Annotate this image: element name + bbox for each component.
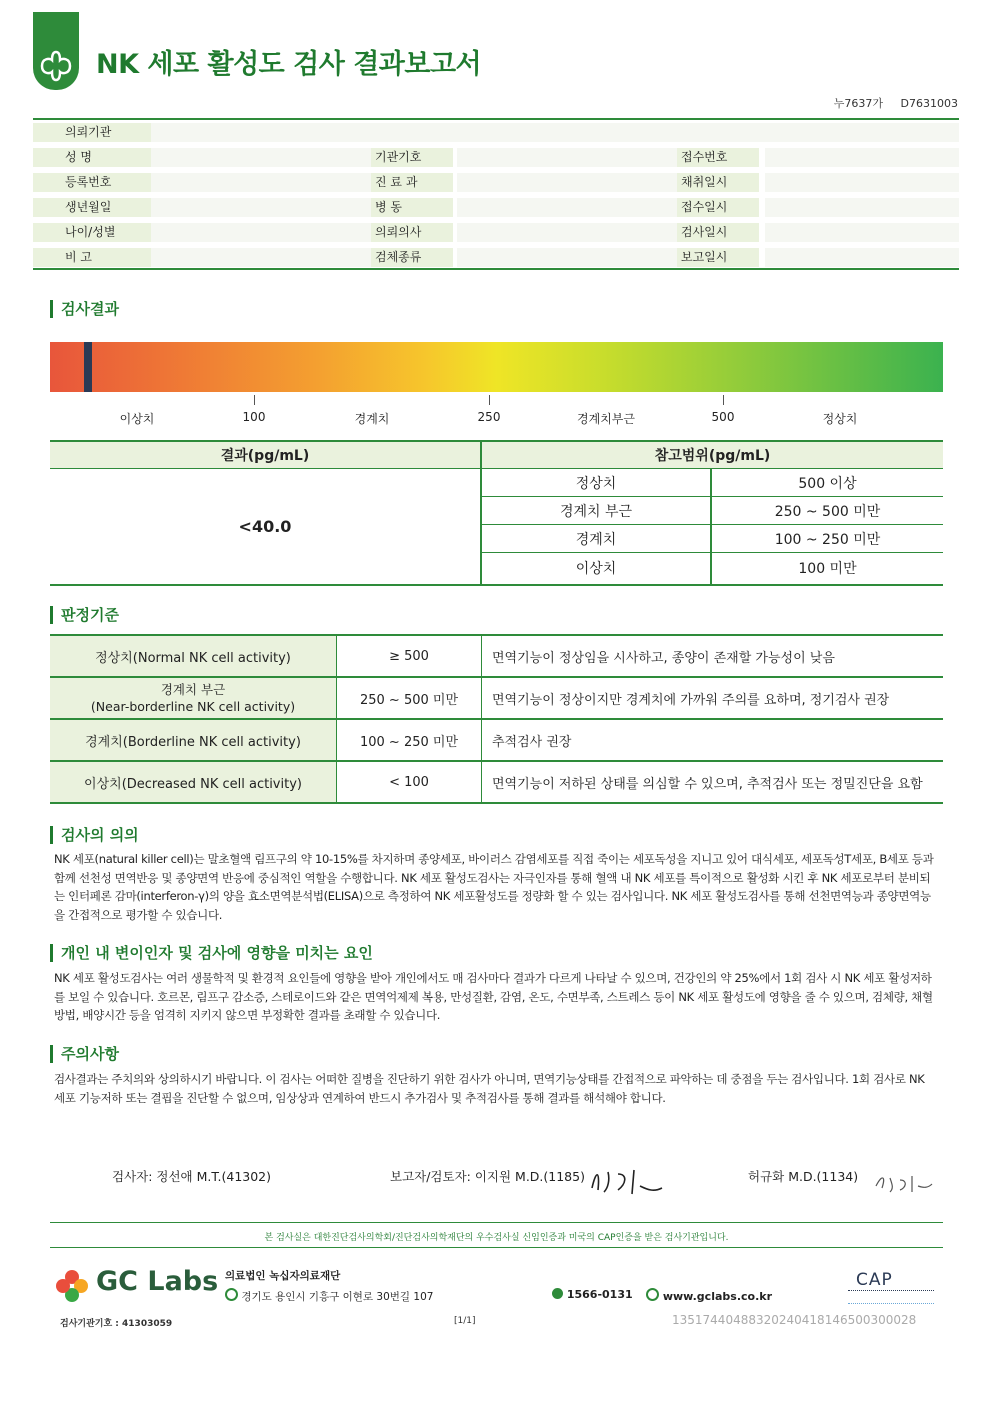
- footer-divider: [50, 1222, 943, 1223]
- barcode-number: 13517440488320240418146500300028: [672, 1313, 917, 1327]
- scale-label: 500: [711, 410, 735, 424]
- criteria-name: 이상치(Decreased NK cell activity): [50, 761, 337, 803]
- criteria-row: [50, 635, 943, 677]
- reference-header: 참고범위(pg/mL): [481, 441, 943, 469]
- label-reported: 보고일시: [677, 248, 759, 267]
- info-row-3: [33, 170, 959, 195]
- section-title-factors: 개인 내 변이인자 및 검사에 영향을 미치는 요인: [50, 944, 373, 962]
- footer-divider: [50, 1247, 943, 1248]
- brand-name: GC Labs: [96, 1266, 219, 1297]
- cap-accreditation-mark: [848, 1290, 934, 1304]
- institution-code: 검사기관기호 : 41303059: [60, 1319, 173, 1329]
- scale-label: 경계치부근: [577, 412, 635, 426]
- criteria-desc: 면역기능이 정상임을 시사하고, 종양이 존재할 가능성이 낮음: [482, 635, 944, 677]
- document-id: 누7637가 D7631003: [833, 97, 958, 110]
- tick-500: [723, 395, 724, 405]
- value-remarks: [151, 248, 371, 267]
- range-value: 100 미만: [711, 553, 943, 585]
- info-row-6: [33, 245, 959, 270]
- label-institution: 의뢰기관: [33, 123, 151, 142]
- cross-logo-icon: [36, 46, 76, 86]
- value-inst-code: [457, 148, 677, 167]
- location-pin-icon: [225, 1288, 238, 1301]
- criteria-range: < 100: [337, 761, 482, 803]
- range-value: 250 ~ 500 미만: [711, 497, 943, 525]
- phone-icon: [552, 1288, 563, 1299]
- label-collected: 채취일시: [677, 173, 759, 192]
- criteria-desc: 추적검사 권장: [482, 719, 944, 761]
- value-received: [765, 198, 959, 217]
- reviewer-signature: 허규화 M.D.(1134): [748, 1169, 859, 1184]
- org-name: 의료법인 녹십자의료재단: [225, 1270, 341, 1282]
- section-title-meaning: 검사의 의의: [50, 826, 139, 844]
- section-title-result: 검사결과: [50, 300, 119, 318]
- label-tested: 검사일시: [677, 223, 759, 242]
- section-title-criteria: 판정기준: [50, 606, 119, 624]
- range-value: 100 ~ 250 미만: [711, 525, 943, 553]
- label-department: 진 료 과: [371, 173, 453, 192]
- label-receipt-no: 접수번호: [677, 148, 759, 167]
- value-name: [151, 148, 371, 167]
- result-table: [50, 440, 943, 586]
- tick-100: [254, 395, 255, 405]
- criteria-row: [50, 761, 943, 803]
- value-specimen: [457, 248, 677, 267]
- criteria-name: 경계치 부근 (Near-borderline NK cell activity): [50, 677, 337, 719]
- caution-text: 검사결과는 주치의와 상의하시기 바랍니다. 이 검사는 어떠한 질병을 진단하기 위한 검사가 아니며, 면역기능상태를 간접적으로 파악하는 데 중점을 두는 검사입니다. 1회 검사로 NK 세포 기능저하 또는 결핍을 진단할 수 없으며, 임상상과 연계하여 반드시 추가검사 및 추적검사를 통해 결과를 해석해야 합니다.: [54, 1072, 925, 1105]
- range-value: 500 이상: [711, 469, 943, 497]
- scale-label: 250: [477, 410, 501, 424]
- value-institution: [151, 123, 959, 142]
- address: 경기도 용인시 기흥구 이현로 30번길 107: [225, 1288, 433, 1304]
- value-department: [457, 173, 677, 192]
- scale-label: 정상치: [822, 412, 858, 426]
- label-specimen: 검체종류: [371, 248, 453, 267]
- tester-signature: 검사자: 정선애 M.T.(41302): [112, 1169, 272, 1184]
- website[interactable]: www.gclabs.co.kr: [646, 1288, 772, 1303]
- value-receipt-no: [765, 148, 959, 167]
- range-name: 이상치: [481, 553, 711, 585]
- info-row-2: [33, 145, 959, 170]
- info-row-5: [33, 220, 959, 245]
- info-row-institution: [33, 120, 959, 145]
- globe-icon: [646, 1288, 659, 1301]
- criteria-desc: 면역기능이 정상이지만 경계치에 가까워 주의를 요하며, 정기검사 권장: [482, 677, 944, 719]
- certification-note: 본 검사실은 대한진단검사의학회/진단검사의학재단의 우수검사실 신임인증과 미국의 CAP인증을 받은 검사기관입니다.: [264, 1233, 729, 1243]
- scale-label: 이상치: [119, 412, 155, 426]
- criteria-range: 250 ~ 500 미만: [337, 677, 482, 719]
- info-row-4: [33, 195, 959, 220]
- label-inst-code: 기관기호: [371, 148, 453, 167]
- criteria-table: [50, 634, 943, 804]
- label-doctor: 의뢰의사: [371, 223, 453, 242]
- value-birth: [151, 198, 371, 217]
- value-ward: [457, 198, 677, 217]
- label-birth: 생년월일: [33, 198, 151, 217]
- scale-label: 경계치: [354, 412, 390, 426]
- result-value: <40.0: [50, 469, 481, 585]
- scale-label: 100: [242, 410, 266, 424]
- label-reg-no: 등록번호: [33, 173, 151, 192]
- page-number: [1/1]: [454, 1316, 476, 1326]
- factors-text: NK 세포 활성도검사는 여러 생물학적 및 환경적 요인들에 영향을 받아 개인에서도 매 검사마다 결과가 다르게 나타날 수 있으며, 건강인의 약 25%에서 1회 검사 시 NK 세포 활성저하를 보일 수 있습니다. 호르몬, 림프구 감소증, 스테로이드와 같은 면역억제제 복용, 만성질환, 감염, 온도, 수면부족, 스트레스 등이 NK 세포 활성도에 영향을 줄 수 있으며, 검체량, 채혈방법, 배양시간 등을 엄격히 지키지 않으면 부정확한 결과를 초래할 수 있습니다.: [54, 971, 933, 1022]
- value-collected: [765, 173, 959, 192]
- handwritten-signature-icon: [872, 1168, 936, 1196]
- value-tested: [765, 223, 959, 242]
- logo-badge: [33, 12, 79, 90]
- info-bottom-divider: [33, 268, 959, 270]
- tick-250: [489, 395, 490, 405]
- criteria-range: 100 ~ 250 미만: [337, 719, 482, 761]
- value-doctor: [457, 223, 677, 242]
- value-age-sex: [151, 223, 371, 242]
- result-gradient-bar: [50, 342, 943, 392]
- page-title: NK 세포 활성도 검사 결과보고서: [96, 49, 482, 80]
- label-age-sex: 나이/성별: [33, 223, 151, 242]
- meaning-text: NK 세포(natural killer cell)는 말초혈액 림프구의 약 10-15%를 차지하며 종양세포, 바이러스 감염세포를 직접 죽이는 세포독성을 지니고 있어 대식세포, 세포독성T세포, B세포 등과 함께 선천성 면역반응 및 종양면역 반응에 중심적인 역할을 수행합니다. NK 세포 활성도검사는 자극인자를 통해 혈액 내 NK 세포를 특이적으로 활성화 시킨 후 NK 세포로부터 분비되는 인터페론 감마(interferon-γ)의 양을 효소면역분석법(ELISA)으로 측정하여 NK 세포활성도를 정량화 할 수 있는 검사입니다. NK 세포 활성도검사를 통해 선천면역능과 종양면역능을 간접적으로 평가할 수 있습니다.: [54, 852, 934, 922]
- label-name: 성 명: [33, 148, 151, 167]
- label-remarks: 비 고: [33, 248, 151, 267]
- result-marker: [84, 342, 92, 392]
- cap-logo: CAP: [856, 1270, 893, 1290]
- criteria-row: [50, 677, 943, 719]
- criteria-name: 경계치(Borderline NK cell activity): [50, 719, 337, 761]
- criteria-row: [50, 719, 943, 761]
- gc-cross-logo-icon: [52, 1266, 92, 1306]
- range-name: 경계치: [481, 525, 711, 553]
- label-received: 접수일시: [677, 198, 759, 217]
- reporter-signature: 보고자/검토자: 이지원 M.D.(1185): [390, 1169, 585, 1184]
- criteria-range: ≥ 500: [337, 635, 482, 677]
- range-name: 경계치 부근: [481, 497, 711, 525]
- criteria-desc: 면역기능이 저하된 상태를 의심할 수 있으며, 추적검사 또는 정밀진단을 요함: [482, 761, 944, 803]
- range-name: 정상치: [481, 469, 711, 497]
- handwritten-signature-icon: [588, 1160, 668, 1200]
- value-reg-no: [151, 173, 371, 192]
- result-header: 결과(pg/mL): [50, 441, 481, 469]
- phone: 1566-0131: [552, 1288, 633, 1301]
- value-reported: [765, 248, 959, 267]
- criteria-name: 정상치(Normal NK cell activity): [50, 635, 337, 677]
- section-title-caution: 주의사항: [50, 1045, 119, 1063]
- label-ward: 병 동: [371, 198, 453, 217]
